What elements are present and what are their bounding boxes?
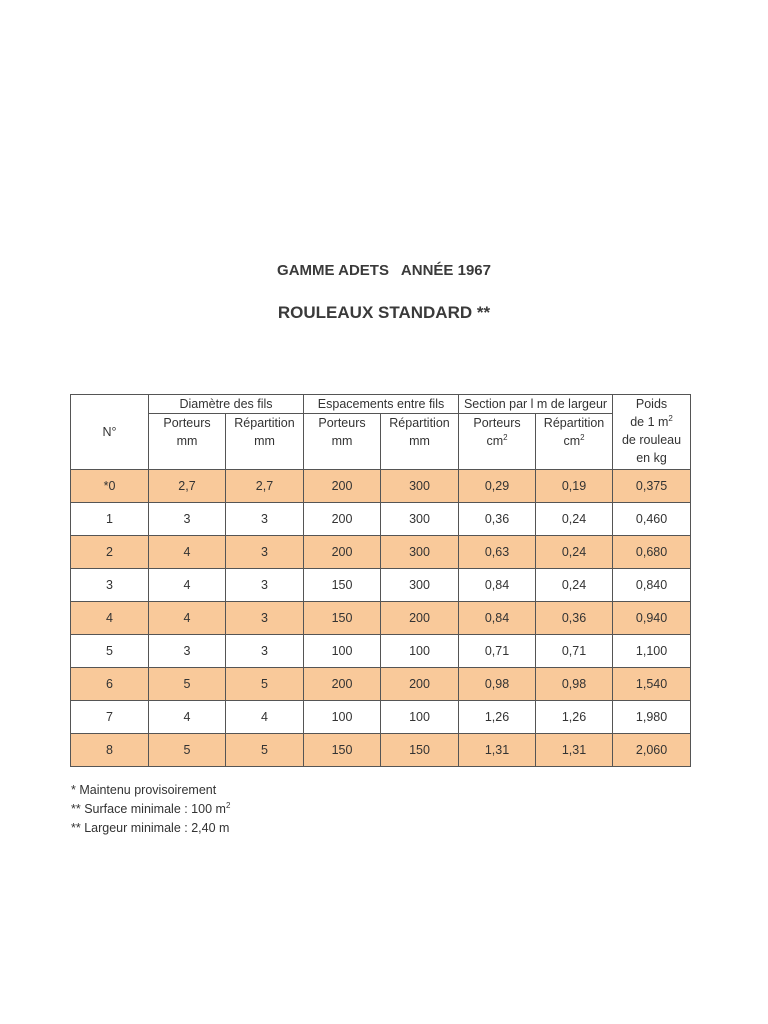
cell-esp-porteurs: 200 (304, 668, 381, 701)
cell-poids: 1,100 (613, 635, 691, 668)
cell-esp-porteurs: 150 (304, 602, 381, 635)
table-row (71, 635, 691, 668)
cell-diam-porteurs: 3 (149, 503, 226, 536)
cell-diam-porteurs: 2,7 (149, 470, 226, 503)
header-diam-repartition: Répartition mm (226, 414, 304, 470)
cell-esp-porteurs: 200 (304, 470, 381, 503)
cell-esp-repartition: 300 (381, 536, 459, 569)
cell-sec-porteurs: 0,98 (459, 668, 536, 701)
cell-esp-repartition: 200 (381, 602, 459, 635)
footnote-maintenu: * Maintenu provisoirement (71, 783, 217, 797)
cell-sec-porteurs: 0,71 (459, 635, 536, 668)
cell-esp-repartition: 300 (381, 503, 459, 536)
cell-diam-porteurs: 4 (149, 569, 226, 602)
header-no: N° (71, 395, 149, 470)
header-esp-porteurs: Porteurs mm (304, 414, 381, 470)
document-title: GAMME ADETS ANNÉE 1967 (277, 262, 491, 279)
cell-no: 5 (71, 635, 149, 668)
cell-esp-repartition: 150 (381, 734, 459, 767)
document-subtitle: ROULEAUX STANDARD ** (277, 303, 491, 322)
table-row (71, 470, 691, 503)
header-row-sub (71, 414, 691, 470)
cell-sec-repartition: 0,24 (536, 536, 613, 569)
header-poids: Poids de 1 $m^2$ de rouleau en kg (613, 395, 691, 470)
header-diam-porteurs: Porteurs mm (149, 414, 226, 470)
cell-esp-repartition: 100 (381, 701, 459, 734)
table-row (71, 503, 691, 536)
cell-no: 8 (71, 734, 149, 767)
table-row (71, 536, 691, 569)
cell-esp-porteurs: 150 (304, 569, 381, 602)
cell-sec-repartition: 0,71 (536, 635, 613, 668)
table-row (71, 569, 691, 602)
cell-esp-porteurs: 200 (304, 536, 381, 569)
cell-diam-porteurs: 3 (149, 635, 226, 668)
cell-poids: 0,680 (613, 536, 691, 569)
cell-sec-porteurs: 1,26 (459, 701, 536, 734)
cell-no: 3 (71, 569, 149, 602)
cell-esp-repartition: 300 (381, 470, 459, 503)
cell-diam-repartition: 3 (226, 569, 304, 602)
cell-diam-porteurs: 5 (149, 668, 226, 701)
cell-poids: 0,375 (613, 470, 691, 503)
cell-poids: 2,060 (613, 734, 691, 767)
cell-no: *0 (71, 470, 149, 503)
cell-diam-repartition: 3 (226, 635, 304, 668)
cell-esp-repartition: 100 (381, 635, 459, 668)
cell-diam-porteurs: 5 (149, 734, 226, 767)
cell-sec-repartition: 1,31 (536, 734, 613, 767)
cell-poids: 1,540 (613, 668, 691, 701)
cell-diam-repartition: 4 (226, 701, 304, 734)
cell-poids: 0,840 (613, 569, 691, 602)
cell-diam-repartition: 3 (226, 503, 304, 536)
header-sec-repartition: Répartition $cm^2$ (536, 414, 613, 470)
cell-sec-repartition: 0,19 (536, 470, 613, 503)
cell-diam-repartition: 5 (226, 668, 304, 701)
cell-diam-repartition: 2,7 (226, 470, 304, 503)
cell-esp-porteurs: 200 (304, 503, 381, 536)
cell-sec-repartition: 1,26 (536, 701, 613, 734)
cell-sec-porteurs: 0,36 (459, 503, 536, 536)
cell-poids: 0,940 (613, 602, 691, 635)
cell-no: 6 (71, 668, 149, 701)
table-row (71, 734, 691, 767)
cell-no: 1 (71, 503, 149, 536)
header-section: Section par l m de largeur (459, 395, 613, 414)
header-row-groups (71, 395, 691, 414)
cell-diam-porteurs: 4 (149, 701, 226, 734)
footnotes (71, 781, 230, 838)
cell-sec-porteurs: 0,29 (459, 470, 536, 503)
footnote-surface: ** Surface minimale : 100 $m^2$ (71, 800, 231, 816)
cell-esp-porteurs: 100 (304, 701, 381, 734)
cell-esp-porteurs: 150 (304, 734, 381, 767)
cell-sec-porteurs: 0,84 (459, 602, 536, 635)
cell-diam-repartition: 3 (226, 602, 304, 635)
cell-sec-repartition: 0,36 (536, 602, 613, 635)
cell-diam-repartition: 5 (226, 734, 304, 767)
cell-poids: 1,980 (613, 701, 691, 734)
cell-diam-porteurs: 4 (149, 536, 226, 569)
cell-diam-porteurs: 4 (149, 602, 226, 635)
cell-sec-porteurs: 1,31 (459, 734, 536, 767)
cell-no: 7 (71, 701, 149, 734)
table-row (71, 701, 691, 734)
cell-esp-repartition: 200 (381, 668, 459, 701)
footnote-largeur: ** Largeur minimale : 2,40 m (71, 821, 230, 835)
cell-sec-repartition: 0,24 (536, 503, 613, 536)
cell-no: 2 (71, 536, 149, 569)
cell-sec-repartition: 0,24 (536, 569, 613, 602)
cell-diam-repartition: 3 (226, 536, 304, 569)
cell-sec-repartition: 0,98 (536, 668, 613, 701)
header-diametre: Diamètre des fils (149, 395, 304, 414)
table-row (71, 668, 691, 701)
cell-sec-porteurs: 0,84 (459, 569, 536, 602)
cell-esp-porteurs: 100 (304, 635, 381, 668)
header-esp-repartition: Répartition mm (381, 414, 459, 470)
cell-poids: 0,460 (613, 503, 691, 536)
header-sec-porteurs: Porteurs $cm^2$ (459, 414, 536, 470)
header-espacements: Espacements entre fils (304, 395, 459, 414)
table-row (71, 602, 691, 635)
rouleaux-table (70, 394, 691, 767)
cell-no: 4 (71, 602, 149, 635)
cell-esp-repartition: 300 (381, 569, 459, 602)
cell-sec-porteurs: 0,63 (459, 536, 536, 569)
